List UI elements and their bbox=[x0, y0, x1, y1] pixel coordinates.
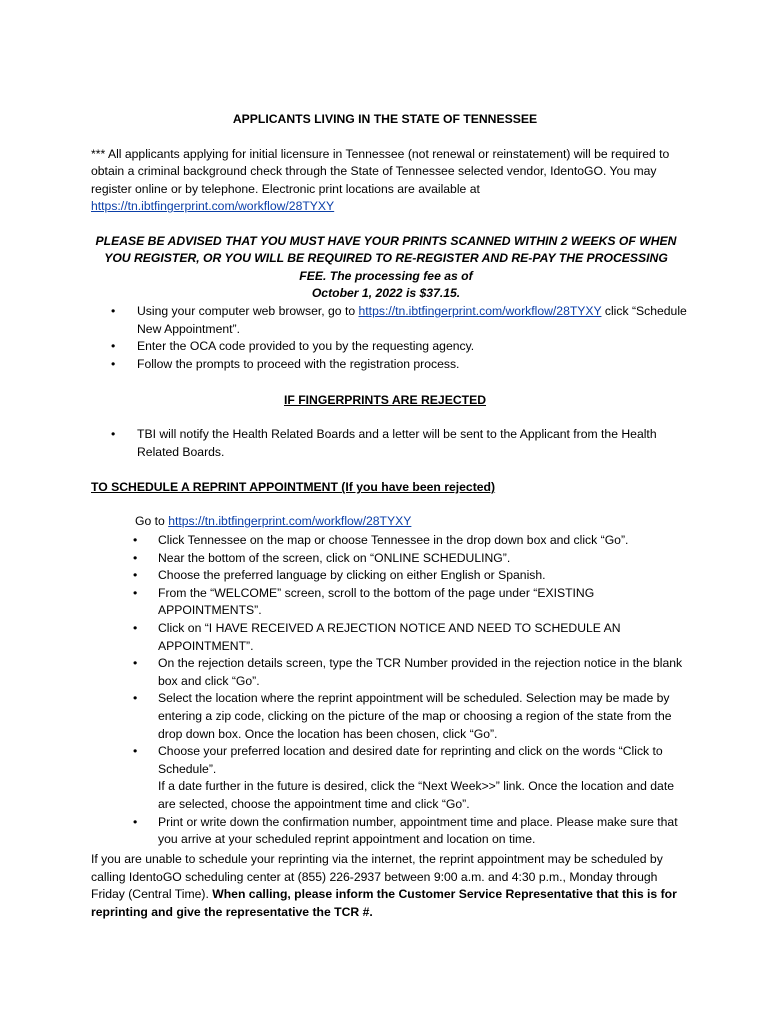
advisory-line2: October 1, 2022 is $37.15. bbox=[311, 286, 461, 301]
step-text: On the rejection details screen, type the TCR Number provided in the rejection notice in the blank box and click “Go”. bbox=[158, 656, 683, 688]
list-item bbox=[113, 567, 693, 585]
registration-link[interactable]: https://tn.ibtfingerprint.com/workflow/28TYXY bbox=[91, 199, 335, 214]
bullet-icon: • bbox=[111, 427, 116, 441]
bullet-icon: • bbox=[133, 533, 138, 547]
bullet-icon: • bbox=[133, 568, 138, 583]
bullet-icon: • bbox=[133, 656, 138, 671]
step-text: Choose the preferred language by clicking on either English or Spanish. bbox=[158, 568, 546, 583]
rejected-heading: IF FINGERPRINTS ARE REJECTED bbox=[283, 393, 487, 407]
step-text: Select the location where the reprint appointment will be scheduled. Selection may be made by entering a zip code, clicking on the picture of the map or choosing a region of the state from the drop down box. Once the location has been chosen, click “Go”. bbox=[158, 691, 672, 741]
step-text: Click on “I HAVE RECEIVED A REJECTION NOTICE AND NEED TO SCHEDULE AN APPOINTMENT”. bbox=[158, 620, 621, 653]
advisory-notice bbox=[91, 233, 681, 303]
bullet-icon: • bbox=[133, 814, 138, 829]
advisory-line1: PLEASE BE ADVISED THAT YOU MUST HAVE YOUR PRINTS SCANNED WITHIN 2 WEEKS OF WHEN YOU REGISTER, OR YOU WILL BE REQUIRED TO RE-REGISTER AND RE-PAY THE PROCESSING FEE. The processing fee as of bbox=[95, 234, 677, 283]
list-item bbox=[113, 620, 693, 655]
workflow-link[interactable]: https://tn.ibtfingerprint.com/workflow/28TYXY bbox=[358, 304, 602, 318]
step-text: Enter the OCA code provided to you by the requesting agency. bbox=[137, 339, 475, 354]
step-text: Follow the prompts to proceed with the registration process. bbox=[137, 356, 460, 371]
step-text: Using your computer web browser, go to bbox=[137, 304, 359, 318]
step-text-after: click “Schedule New Appointment”. bbox=[137, 304, 687, 336]
closing-text: If you are unable to schedule your reprinting via the internet, the reprint appointment may be scheduled by calling IdentoGO scheduling center at (855) 226-2937 between 9:00 a.m. and 4:30 p.m., Monday through Friday (Central Time). bbox=[91, 852, 663, 902]
closing-bold-text: When calling, please inform the Customer Service Representative that this is for reprinting and give the representative the TCR #. bbox=[91, 887, 677, 919]
goto-link[interactable]: https://tn.ibtfingerprint.com/workflow/28TYXY bbox=[168, 514, 412, 528]
list-item bbox=[91, 356, 691, 374]
bullet-icon: • bbox=[111, 304, 116, 318]
step-text: Print or write down the confirmation number, appointment time and place. Please make sure that you arrive at your scheduled reprint appointment and location on time. bbox=[158, 814, 678, 847]
list-item bbox=[91, 303, 691, 338]
intro-paragraph bbox=[91, 146, 691, 216]
page-title: APPLICANTS LIVING IN THE STATE OF TENNESSEE bbox=[232, 112, 538, 126]
bullet-icon: • bbox=[133, 550, 138, 565]
list-item bbox=[113, 655, 693, 690]
list-item bbox=[91, 426, 691, 461]
bullet-icon: • bbox=[111, 356, 116, 371]
list-item bbox=[113, 585, 693, 620]
list-item bbox=[113, 814, 693, 849]
schedule-steps bbox=[113, 532, 693, 849]
list-item bbox=[91, 338, 691, 356]
rejected-list bbox=[91, 426, 691, 461]
registration-steps bbox=[91, 303, 691, 373]
closing-paragraph bbox=[91, 851, 691, 921]
schedule-heading: TO SCHEDULE A REPRINT APPOINTMENT (If you have been rejected) bbox=[91, 480, 496, 494]
goto-label: Go to bbox=[135, 514, 169, 528]
bullet-icon: • bbox=[133, 744, 138, 759]
list-item bbox=[113, 690, 693, 743]
list-item bbox=[113, 532, 693, 550]
step-text: Click Tennessee on the map or choose Tennessee in the drop down box and click “Go”. bbox=[158, 533, 629, 547]
bullet-icon: • bbox=[133, 691, 138, 706]
step-subtext: If a date further in the future is desired, click the “Next Week>>” link. Once the location and date are selected, choose the appointment time and click “Go”. bbox=[158, 779, 674, 811]
bullet-icon: • bbox=[133, 620, 138, 635]
step-text: Near the bottom of the screen, click on “ONLINE SCHEDULING”. bbox=[158, 550, 511, 565]
rejected-text: TBI will notify the Health Related Boards and a letter will be sent to the Applicant from the Health Related Boards. bbox=[137, 427, 657, 459]
goto-line bbox=[135, 514, 411, 528]
list-item bbox=[113, 550, 693, 568]
intro-text: *** All applicants applying for initial licensure in Tennessee (not renewal or reinstatement) will be required to obtain a criminal background check through the State of Tennessee selected vendor, IdentoGO. You may register online or by telephone. Electronic print locations are available at bbox=[91, 147, 670, 196]
step-text: From the “WELCOME” screen, scroll to the bottom of the page under “EXISTING APPOINTMENTS”. bbox=[158, 585, 595, 618]
bullet-icon: • bbox=[111, 339, 116, 354]
step-text: Choose your preferred location and desired date for reprinting and click on the words “Click to Schedule”. bbox=[158, 744, 663, 776]
bullet-icon: • bbox=[133, 585, 138, 600]
list-item bbox=[113, 743, 693, 813]
